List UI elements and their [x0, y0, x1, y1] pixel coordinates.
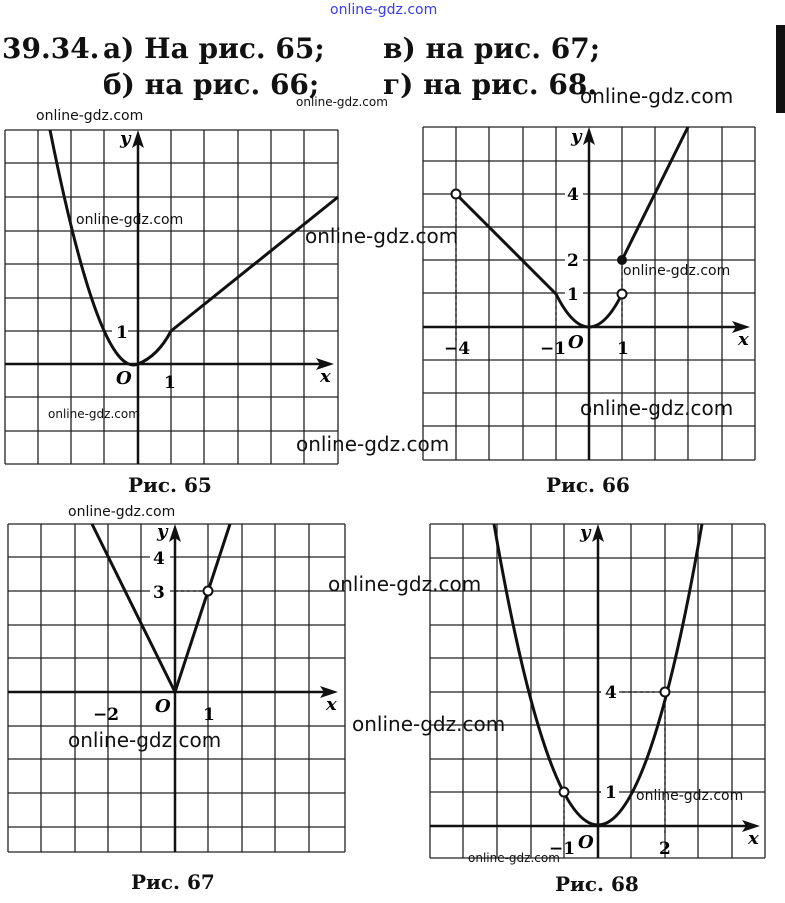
watermark: online-gdz.com [296, 95, 388, 109]
figure-67 [0, 518, 350, 858]
tick-x-minus-1: −1 [540, 339, 567, 359]
problem-part-v: в) на рис. 67; [383, 32, 601, 65]
y-axis-label: y [571, 126, 582, 147]
watermark: online-gdz.com [468, 851, 560, 865]
curve-segment-left [456, 194, 556, 294]
watermark: online-gdz.com [623, 263, 731, 279]
tick-y-2: 2 [567, 251, 579, 271]
open-point [618, 290, 627, 299]
problem-number: 39.34. [2, 32, 100, 65]
origin-label: O [116, 368, 132, 389]
x-axis-label: x [326, 694, 337, 715]
tick-y-1: 1 [567, 285, 579, 305]
site-header-link[interactable]: online-gdz.com [330, 2, 438, 18]
open-point [661, 688, 670, 697]
figure-65 [0, 120, 345, 480]
page-edge-bar [776, 25, 785, 113]
tick-y-1: 1 [605, 783, 617, 803]
guide-lines [456, 194, 622, 342]
watermark: online-gdz.com [636, 788, 744, 804]
tick-x-1: 1 [164, 373, 176, 393]
problem-part-g: г) на рис. 68. [383, 68, 598, 101]
watermark: online-gdz.com [76, 212, 184, 228]
curve-parabola [50, 130, 171, 365]
watermark: online-gdz.com [68, 504, 176, 520]
tick-x-1: 1 [203, 705, 215, 725]
watermark: online-gdz.com [296, 432, 450, 456]
problem-part-b: б) на рис. 66; [103, 68, 320, 101]
y-axis-label: y [157, 521, 168, 542]
tick-y-3: 3 [153, 583, 165, 603]
open-point [452, 190, 461, 199]
tick-x-2: 2 [659, 839, 671, 859]
tick-x-minus-1: −1 [549, 839, 576, 859]
caption-fig-66: Рис. 66 [546, 473, 630, 497]
caption-fig-65: Рис. 65 [128, 473, 212, 497]
watermark: online-gdz.com [36, 108, 144, 124]
open-point [560, 788, 569, 797]
origin-label: O [578, 832, 594, 853]
y-axis-label: y [120, 128, 131, 149]
watermark: online-gdz.com [580, 396, 734, 420]
y-axis-label: y [580, 522, 591, 543]
x-axis-label: x [748, 828, 759, 849]
figure-68 [425, 518, 770, 866]
curve-right-branch [175, 524, 230, 692]
caption-fig-68: Рис. 68 [555, 872, 639, 896]
tick-x-1: 1 [617, 339, 629, 359]
tick-x-minus-2: −2 [93, 705, 120, 725]
origin-label: O [568, 332, 584, 353]
tick-y-4: 4 [153, 549, 165, 569]
caption-fig-67: Рис. 67 [131, 870, 215, 894]
x-axis-label: x [320, 366, 331, 387]
watermark: online-gdz.com [580, 84, 734, 108]
x-axis-label: x [738, 329, 749, 350]
watermark: online-gdz.com [68, 728, 222, 752]
watermark: online-gdz.com [352, 712, 506, 736]
watermark: online-gdz.com [48, 407, 140, 421]
open-point [204, 587, 213, 596]
watermark: online-gdz.com [328, 572, 482, 596]
origin-label: O [155, 696, 171, 717]
watermark: online-gdz.com [305, 224, 459, 248]
tick-x-minus-4: −4 [444, 339, 471, 359]
tick-y-1: 1 [116, 323, 128, 343]
problem-part-a: а) На рис. 65; [103, 32, 325, 65]
tick-y-4: 4 [567, 185, 579, 205]
tick-y-4: 4 [605, 683, 617, 703]
